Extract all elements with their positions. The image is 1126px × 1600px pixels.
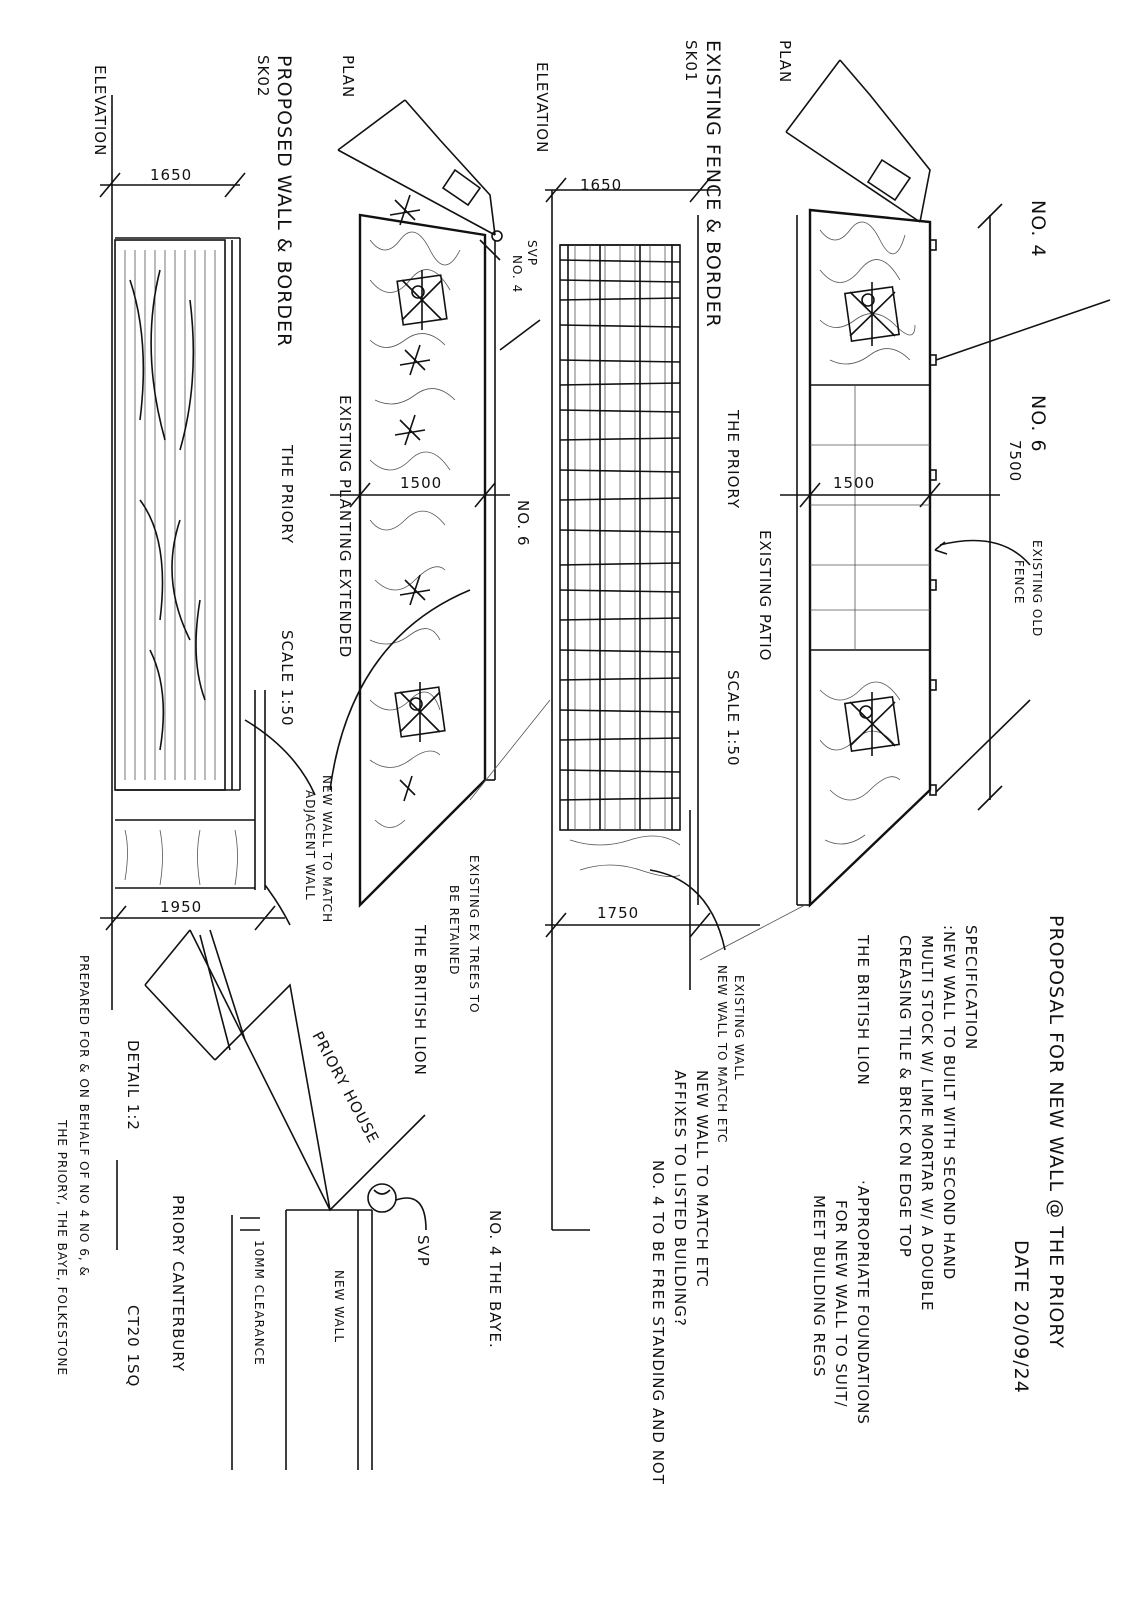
detail-svp-label: SVP	[414, 1235, 432, 1267]
sk02-labels	[91, 55, 539, 916]
sk01-scale: SCALE 1:50	[724, 670, 742, 767]
sk02-no6-label: NO. 6	[514, 500, 532, 547]
priory-address-label: PRIORY CANTERBURY	[169, 1195, 187, 1373]
sk02-svp-no4: NO. 4	[510, 255, 524, 294]
svp-marker	[492, 231, 502, 241]
sk02-code: SK02	[254, 55, 272, 98]
sk01-elevation-label: ELEVATION	[533, 62, 551, 154]
sk02-title: PROPOSED WALL & BORDER	[273, 55, 295, 348]
detail-scale-label: DETAIL 1:2	[124, 1040, 142, 1131]
priory-house-outline	[145, 930, 425, 1210]
sk02-plan-label: PLAN	[339, 55, 357, 99]
existing-trees-note-1: EXISTING EX TREES TO	[467, 855, 481, 1014]
new-wall-match-note-2: AFFIXES TO LISTED BUILDING?	[671, 1070, 689, 1327]
no4-the-baye-label: NO. 4 THE BAYE.	[486, 1210, 504, 1349]
new-wall-match-adjacent-1: NEW WALL TO MATCH	[320, 775, 334, 924]
spec-line-1: :NEW WALL TO BUILT WITH SECOND HAND	[940, 925, 958, 1281]
existing-trees-note-2: BE RETAINED	[447, 885, 461, 976]
sk02-priory-label: THE PRIORY	[278, 445, 296, 545]
sk02-proposed-wall	[115, 240, 225, 790]
sk01-no6-label: NO. 6	[1027, 395, 1049, 453]
spec-line-6: MEET BUILDING REGS	[810, 1195, 828, 1378]
no4-free-standing-note: NO. 4 TO BE FREE STANDING AND NOT	[649, 1160, 667, 1485]
sk01-old-fence-line1: EXISTING OLD	[1030, 540, 1044, 638]
sk01-dim-bottom: 1750	[597, 904, 640, 922]
sk01-labels	[533, 40, 1049, 922]
tree-symbol	[845, 282, 899, 346]
sk02-dim-bottom: 1950	[160, 898, 203, 916]
sk01-plan-outline	[810, 210, 930, 905]
existing-wall-note-2: NEW WALL TO MATCH ETC	[715, 965, 729, 1144]
tree-symbol	[395, 682, 445, 742]
existing-wall-note-1: EXISTING WALL	[732, 975, 746, 1081]
sheet-notes	[55, 775, 1067, 1485]
sk01-dim-length: 7500	[1006, 440, 1024, 483]
sheet-date: DATE 20/09/24	[1010, 1240, 1032, 1394]
new-wall-match-adjacent-2: ADJACENT WALL	[303, 790, 317, 901]
postcode-label: CT20 1SQ	[124, 1305, 142, 1388]
sk02-svp-label: SVP	[525, 240, 539, 267]
sk01-dim-top: 1650	[580, 176, 623, 194]
plant-symbol	[390, 195, 430, 801]
prepared-for-line-1: PREPARED FOR & ON BEHALF OF NO 4 NO 6, &	[77, 955, 91, 1277]
sk02-elevation-label: ELEVATION	[91, 65, 109, 157]
spec-line-4: ·APPROPRIATE FOUNDATIONS	[854, 1180, 872, 1425]
prepared-for-line-2: THE PRIORY, THE BAYE, FOLKESTONE	[55, 1120, 69, 1377]
sk02-scale: SCALE 1:50	[278, 630, 296, 727]
sk01-plan-label: PLAN	[776, 40, 794, 84]
spec-line-3: CREASING TILE & BRICK ON EDGE TOP	[896, 935, 914, 1258]
new-wall-match-note-1: NEW WALL TO MATCH ETC	[693, 1070, 711, 1288]
sk01-priory-label: THE PRIORY	[724, 410, 742, 510]
priory-house-label: PRIORY HOUSE	[308, 1028, 383, 1147]
sk01-dim-mid: 1500	[833, 474, 876, 492]
tree-symbol	[397, 270, 447, 330]
spec-line-2: MULTI STOCK W/ LIME MORTAR W/ A DOUBLE	[918, 935, 936, 1312]
svp-pipe	[368, 1184, 396, 1212]
sk01-no4-label: NO. 4	[1027, 200, 1049, 258]
sk01-old-fence-line2: FENCE	[1012, 560, 1026, 605]
fence-slats	[560, 245, 680, 830]
spec-line-5: FOR NEW WALL TO SUIT/	[832, 1200, 850, 1408]
sheet-title: PROPOSAL FOR NEW WALL @ THE PRIORY	[1045, 915, 1067, 1349]
tree-symbol	[845, 692, 899, 756]
sk02-dim-top: 1650	[150, 166, 193, 184]
detail-clearance-label: 10MM CLEARANCE	[252, 1240, 266, 1366]
spec-heading: SPECIFICATION	[962, 925, 980, 1051]
sk02-dim-mid: 1500	[400, 474, 443, 492]
detail-new-wall-label: NEW WALL	[332, 1270, 346, 1344]
sk01-code: SK01	[682, 40, 700, 83]
sk01-title: EXISTING FENCE & BORDER	[702, 40, 724, 328]
british-lion-bottom-label: THE BRITISH LION	[411, 925, 429, 1076]
sk02-existing-planting: EXISTING PLANTING EXTENDED	[336, 395, 354, 659]
british-lion-top-label: THE BRITISH LION	[854, 935, 872, 1086]
sk01-plan	[700, 60, 1110, 960]
sk01-existing-patio: EXISTING PATIO	[756, 530, 774, 662]
